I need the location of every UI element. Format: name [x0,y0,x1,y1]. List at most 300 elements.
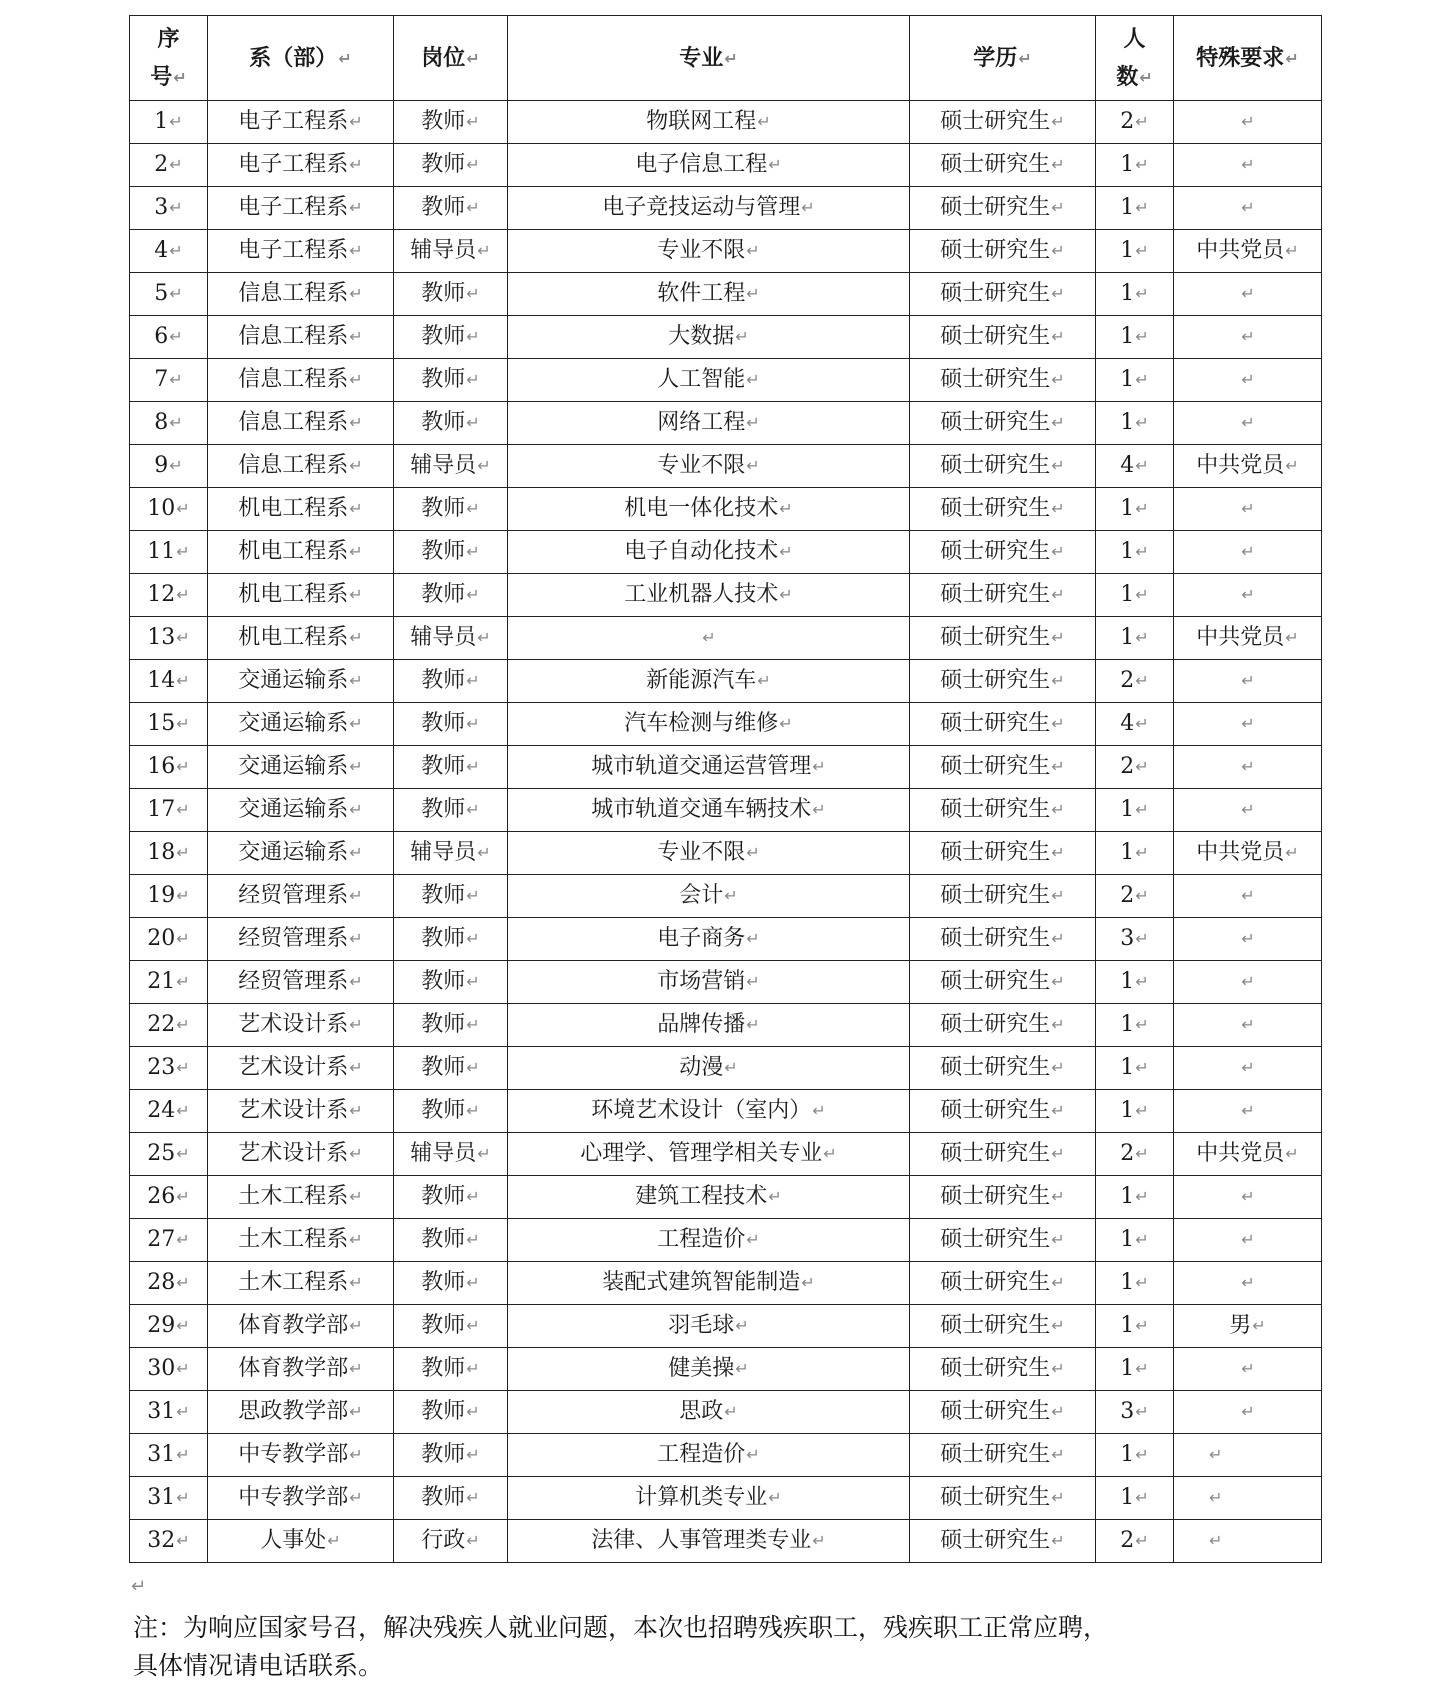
cell-degree-text: 硕士研究生 [940,1098,1051,1123]
cell-count [1096,1434,1174,1477]
cell-index [130,832,208,875]
cell-count [1096,1305,1174,1348]
paragraph-mark-icon: ↵ [349,585,363,604]
paragraph-mark-icon: ↵ [176,1015,190,1034]
paragraph-mark-icon: ↵ [1209,1445,1223,1464]
cell-degree-text: 硕士研究生 [940,754,1051,779]
cell-post [394,445,508,488]
paragraph-mark-icon: ↵ [349,1402,363,1421]
cell-degree-text: 硕士研究生 [940,109,1051,134]
cell-special-text: 男 [1229,1313,1252,1338]
cell-major-text: 电子自动化技术 [624,539,779,564]
cell-major-text: 会计 [679,883,724,908]
cell-degree-text: 硕士研究生 [940,410,1051,435]
recruitment-table-container [129,15,1321,1563]
cell-count [1096,1391,1174,1434]
cell-count [1096,617,1174,660]
paragraph-mark-icon: ↵ [1135,1531,1149,1550]
paragraph-mark-icon: ↵ [176,1144,190,1163]
table-row [130,187,1322,230]
paragraph-mark-icon: ↵ [1051,1316,1065,1335]
cell-dept [208,187,394,230]
cell-dept-text: 电子工程系 [238,109,349,134]
paragraph-mark-icon: ↵ [1241,413,1255,432]
cell-degree-text: 硕士研究生 [940,1485,1051,1510]
paragraph-mark-icon: ↵ [349,284,363,303]
paragraph-mark-icon: ↵ [735,1316,749,1335]
cell-post-text: 教师 [421,324,466,349]
paragraph-mark-icon: ↵ [176,1273,190,1292]
paragraph-mark-icon: ↵ [1051,499,1065,518]
paragraph-mark-icon: ↵ [466,671,480,690]
paragraph-mark-icon: ↵ [349,327,363,346]
paragraph-mark-icon: ↵ [1135,112,1149,131]
table-row [130,531,1322,574]
paragraph-mark-icon: ↵ [176,628,190,647]
table-row [130,316,1322,359]
paragraph-mark-icon: ↵ [1135,1445,1149,1464]
cell-post-text: 教师 [421,195,466,220]
paragraph-mark-icon: ↵ [1051,1058,1065,1077]
cell-special [1174,1477,1322,1520]
paragraph-mark-icon: ↵ [349,714,363,733]
cell-major [508,746,910,789]
cell-degree [910,961,1096,1004]
cell-count [1096,703,1174,746]
cell-degree [910,1219,1096,1262]
cell-major [508,1047,910,1090]
cell-dept [208,1090,394,1133]
paragraph-mark-icon: ↵ [466,1273,480,1292]
cell-degree-text: 硕士研究生 [940,1399,1051,1424]
paragraph-mark-icon: ↵ [349,542,363,561]
paragraph-mark-icon: ↵ [1241,800,1255,819]
table-row [130,445,1322,488]
cell-post [394,1520,508,1563]
cell-special [1174,746,1322,789]
paragraph-mark-icon: ↵ [1135,499,1149,518]
cell-major [508,918,910,961]
table-row [130,1434,1322,1477]
cell-major [508,703,910,746]
paragraph-mark-icon: ↵ [746,456,760,475]
table-row [130,359,1322,402]
paragraph-mark-icon: ↵ [1135,413,1149,432]
cell-dept [208,273,394,316]
cell-major [508,531,910,574]
paragraph-mark-icon: ↵ [477,241,491,260]
cell-degree [910,617,1096,660]
cell-index [130,187,208,230]
paragraph-mark-icon: ↵ [1241,1187,1255,1206]
cell-dept [208,832,394,875]
paragraph-mark-icon: ↵ [1135,370,1149,389]
cell-index-text: 21 [147,969,176,994]
cell-degree-text: 硕士研究生 [940,625,1051,650]
paragraph-mark-icon: ↵ [466,198,480,217]
cell-post-text: 教师 [421,152,466,177]
paragraph-mark-icon: ↵ [1285,241,1299,260]
cell-post-text: 辅导员 [410,238,477,263]
paragraph-mark-icon: ↵ [176,929,190,948]
paragraph-mark-icon: ↵ [466,542,480,561]
cell-degree [910,187,1096,230]
header-count: 人 数↵ [1096,16,1174,101]
cell-dept [208,660,394,703]
cell-degree-text: 硕士研究生 [940,453,1051,478]
paragraph-mark-icon: ↵ [1135,241,1149,260]
table-header-row [130,16,1322,101]
cell-post [394,359,508,402]
cell-degree [910,875,1096,918]
paragraph-mark-icon: ↵ [169,241,183,260]
cell-post-text: 教师 [421,1055,466,1080]
cell-index-text: 15 [147,711,176,736]
paragraph-mark-icon: ↵ [349,1144,363,1163]
cell-index [130,1520,208,1563]
cell-post [394,1477,508,1520]
cell-degree-text: 硕士研究生 [940,1270,1051,1295]
paragraph-mark-icon: ↵ [466,972,480,991]
cell-degree-text: 硕士研究生 [940,926,1051,951]
paragraph-mark-icon: ↵ [349,370,363,389]
paragraph-mark-icon: ↵ [1051,1101,1065,1120]
cell-post-text: 行政 [421,1528,466,1553]
cell-index-text: 29 [147,1313,176,1338]
cell-post [394,230,508,273]
paragraph-mark-icon: ↵ [466,886,480,905]
cell-count [1096,359,1174,402]
cell-count [1096,961,1174,1004]
cell-index [130,875,208,918]
paragraph-mark-icon: ↵ [1018,48,1032,68]
paragraph-mark-icon: ↵ [724,886,738,905]
cell-dept [208,531,394,574]
paragraph-mark-icon: ↵ [349,800,363,819]
cell-degree [910,402,1096,445]
paragraph-mark-icon: ↵ [1051,241,1065,260]
header-dept: 系（部）↵ [208,16,394,101]
paragraph-mark-icon: ↵ [466,370,480,389]
cell-count-text: 1 [1120,1442,1135,1467]
cell-index-text: 17 [147,797,176,822]
cell-major [508,875,910,918]
cell-index [130,1047,208,1090]
cell-count [1096,445,1174,488]
table-body [130,101,1322,1563]
cell-dept-text: 信息工程系 [238,324,349,349]
cell-index [130,531,208,574]
paragraph-mark-icon: ↵ [746,241,760,260]
paragraph-mark-icon: ↵ [466,1015,480,1034]
cell-post [394,1047,508,1090]
paragraph-mark-icon: ↵ [1051,1402,1065,1421]
cell-count-text: 1 [1120,1012,1135,1037]
paragraph-mark-icon: ↵ [724,1402,738,1421]
table-row [130,402,1322,445]
paragraph-mark-icon: ↵ [349,1101,363,1120]
cell-index [130,402,208,445]
paragraph-mark-icon: ↵ [1241,1058,1255,1077]
paragraph-mark-icon: ↵ [1135,284,1149,303]
paragraph-mark-icon: ↵ [176,585,190,604]
cell-dept [208,1391,394,1434]
cell-degree-text: 硕士研究生 [940,797,1051,822]
paragraph-mark-icon: ↵ [1135,456,1149,475]
cell-major [508,144,910,187]
cell-count-text: 1 [1120,1313,1135,1338]
paragraph-mark-icon: ↵ [349,1316,363,1335]
cell-major [508,1434,910,1477]
cell-major [508,1477,910,1520]
cell-dept [208,1520,394,1563]
cell-major [508,359,910,402]
cell-major-text: 市场营销 [657,969,746,994]
paragraph-mark-icon: ↵ [1241,1359,1255,1378]
cell-count-text: 2 [1120,883,1135,908]
paragraph-mark-icon: ↵ [349,1273,363,1292]
paragraph-mark-icon: ↵ [1241,370,1255,389]
paragraph-mark-icon: ↵ [768,1488,782,1507]
cell-degree-text: 硕士研究生 [940,1442,1051,1467]
paragraph-mark-icon: ↵ [1051,1445,1065,1464]
cell-major-text: 动漫 [679,1055,724,1080]
cell-major-text: 装配式建筑智能制造 [602,1270,801,1295]
cell-index [130,101,208,144]
cell-degree [910,789,1096,832]
cell-major [508,1219,910,1262]
cell-degree-text: 硕士研究生 [940,1528,1051,1553]
cell-index-text: 26 [147,1184,176,1209]
cell-dept-text: 经贸管理系 [238,969,349,994]
cell-index-text: 24 [147,1098,176,1123]
cell-index [130,1133,208,1176]
note-text [133,1609,1313,1685]
cell-dept [208,1133,394,1176]
cell-post-text: 辅导员 [410,625,477,650]
paragraph-mark-icon: ↵ [1135,1488,1149,1507]
cell-major [508,1262,910,1305]
cell-dept [208,789,394,832]
paragraph-mark-icon: ↵ [349,155,363,174]
paragraph-mark-icon: ↵ [1135,1230,1149,1249]
cell-major [508,961,910,1004]
paragraph-mark-icon: ↵ [1051,1230,1065,1249]
cell-special [1174,1004,1322,1047]
cell-degree [910,359,1096,402]
cell-count-text: 1 [1120,281,1135,306]
cell-post [394,918,508,961]
cell-dept [208,1477,394,1520]
cell-count [1096,316,1174,359]
cell-major [508,402,910,445]
table-row [130,832,1322,875]
paragraph-mark-icon: ↵ [1051,198,1065,217]
cell-post [394,316,508,359]
paragraph-mark-icon: ↵ [1135,1015,1149,1034]
paragraph-mark-icon: ↵ [1051,112,1065,131]
cell-post-text: 教师 [421,539,466,564]
cell-dept-text: 经贸管理系 [238,883,349,908]
cell-dept-text: 交通运输系 [238,840,349,865]
paragraph-mark-icon: ↵ [477,843,491,862]
paragraph-mark-icon: ↵ [176,843,190,862]
table-row [130,1133,1322,1176]
paragraph-mark-icon: ↵ [1051,542,1065,561]
cell-dept-text: 艺术设计系 [238,1098,349,1123]
paragraph-mark-icon: ↵ [176,1101,190,1120]
paragraph-mark-icon: ↵ [1135,1402,1149,1421]
paragraph-mark-icon: ↵ [169,456,183,475]
header-index: 序 号↵ [130,16,208,101]
cell-dept-text: 信息工程系 [238,453,349,478]
paragraph-mark-icon: ↵ [801,198,815,217]
cell-special [1174,488,1322,531]
paragraph-mark-icon: ↵ [349,456,363,475]
cell-post-text: 教师 [421,711,466,736]
note-line-1: 注：为响应国家号召，解决残疾人就业问题，本次也招聘残疾职工，残疾职工正常应聘， [133,1613,1109,1642]
cell-post-text: 教师 [421,883,466,908]
cell-major [508,574,910,617]
paragraph-mark-icon: ↵ [1135,757,1149,776]
paragraph-mark-icon: ↵ [779,499,793,518]
cell-degree-text: 硕士研究生 [940,883,1051,908]
cell-index-text: 31 [147,1485,176,1510]
cell-major-text: 人工智能 [657,367,746,392]
paragraph-mark-icon: ↵ [812,1531,826,1550]
cell-count [1096,789,1174,832]
cell-index-text: 3 [154,195,169,220]
paragraph-mark-icon: ↵ [466,929,480,948]
table-row [130,101,1322,144]
cell-degree-text: 硕士研究生 [940,281,1051,306]
cell-special-text: 中共党员 [1196,453,1285,478]
cell-major-text: 软件工程 [657,281,746,306]
cell-dept-text: 信息工程系 [238,281,349,306]
paragraph-mark-icon: ↵ [176,886,190,905]
paragraph-mark-icon: ↵ [477,1144,491,1163]
cell-major [508,1133,910,1176]
table-row [130,961,1322,1004]
cell-post [394,144,508,187]
cell-count [1096,918,1174,961]
paragraph-mark-icon: ↵ [466,585,480,604]
cell-degree [910,1090,1096,1133]
paragraph-mark-icon: ↵ [1135,714,1149,733]
cell-index [130,1176,208,1219]
paragraph-mark-icon: ↵ [131,1576,147,1597]
cell-degree-text: 硕士研究生 [940,238,1051,263]
paragraph-mark-icon: ↵ [466,1488,480,1507]
cell-degree [910,1434,1096,1477]
paragraph-mark-icon: ↵ [812,757,826,776]
paragraph-mark-icon: ↵ [349,198,363,217]
paragraph-mark-icon: ↵ [466,1101,480,1120]
table-row [130,875,1322,918]
cell-post-text: 教师 [421,668,466,693]
paragraph-mark-icon: ↵ [349,1445,363,1464]
cell-count [1096,1047,1174,1090]
cell-special-text: 中共党员 [1196,625,1285,650]
cell-dept [208,1219,394,1262]
cell-degree-text: 硕士研究生 [940,582,1051,607]
paragraph-mark-icon: ↵ [169,112,183,131]
cell-degree-text: 硕士研究生 [940,1227,1051,1252]
cell-index [130,918,208,961]
cell-index-text: 13 [147,625,176,650]
paragraph-mark-icon: ↵ [169,284,183,303]
cell-major [508,832,910,875]
cell-post-text: 教师 [421,1098,466,1123]
cell-special [1174,144,1322,187]
cell-post-text: 教师 [421,797,466,822]
cell-dept [208,230,394,273]
cell-count-text: 1 [1120,1485,1135,1510]
paragraph-mark-icon: ↵ [176,1531,190,1550]
cell-dept-text: 土木工程系 [238,1227,349,1252]
cell-index [130,445,208,488]
paragraph-mark-icon: ↵ [1135,542,1149,561]
cell-count [1096,1262,1174,1305]
cell-major-text: 思政 [679,1399,724,1424]
paragraph-mark-icon: ↵ [1285,843,1299,862]
cell-post-text: 教师 [421,1485,466,1510]
cell-major [508,445,910,488]
cell-index [130,1004,208,1047]
cell-special-text: 中共党员 [1196,840,1285,865]
cell-degree-text: 硕士研究生 [940,195,1051,220]
paragraph-mark-icon: ↵ [176,757,190,776]
table-row [130,1348,1322,1391]
paragraph-mark-icon: ↵ [1241,585,1255,604]
paragraph-mark-icon: ↵ [1241,757,1255,776]
cell-major-text: 新能源汽车 [646,668,757,693]
cell-dept-text: 信息工程系 [238,367,349,392]
paragraph-mark-icon: ↵ [477,456,491,475]
paragraph-mark-icon: ↵ [1241,112,1255,131]
cell-degree-text: 硕士研究生 [940,1141,1051,1166]
cell-degree-text: 硕士研究生 [940,840,1051,865]
cell-index [130,273,208,316]
cell-special [1174,445,1322,488]
paragraph-mark-icon: ↵ [466,800,480,819]
table-row [130,1262,1322,1305]
paragraph-mark-icon: ↵ [1241,1101,1255,1120]
cell-index [130,789,208,832]
cell-index-text: 27 [147,1227,176,1252]
cell-dept [208,617,394,660]
cell-index-text: 20 [147,926,176,951]
paragraph-mark-icon: ↵ [1051,757,1065,776]
cell-special [1174,1133,1322,1176]
paragraph-mark-icon: ↵ [746,843,760,862]
cell-major-text: 建筑工程技术 [635,1184,768,1209]
cell-special [1174,1262,1322,1305]
paragraph-mark-icon: ↵ [746,929,760,948]
paragraph-mark-icon: ↵ [1135,843,1149,862]
cell-major [508,1391,910,1434]
paragraph-mark-icon: ↵ [176,1402,190,1421]
cell-count-text: 1 [1120,1356,1135,1381]
cell-count-text: 1 [1120,625,1135,650]
paragraph-mark-icon: ↵ [349,1488,363,1507]
paragraph-mark-icon: ↵ [176,1359,190,1378]
header-post: 岗位↵ [394,16,508,101]
cell-special [1174,875,1322,918]
paragraph-mark-icon: ↵ [176,1316,190,1335]
cell-index [130,1434,208,1477]
paragraph-mark-icon: ↵ [349,112,363,131]
